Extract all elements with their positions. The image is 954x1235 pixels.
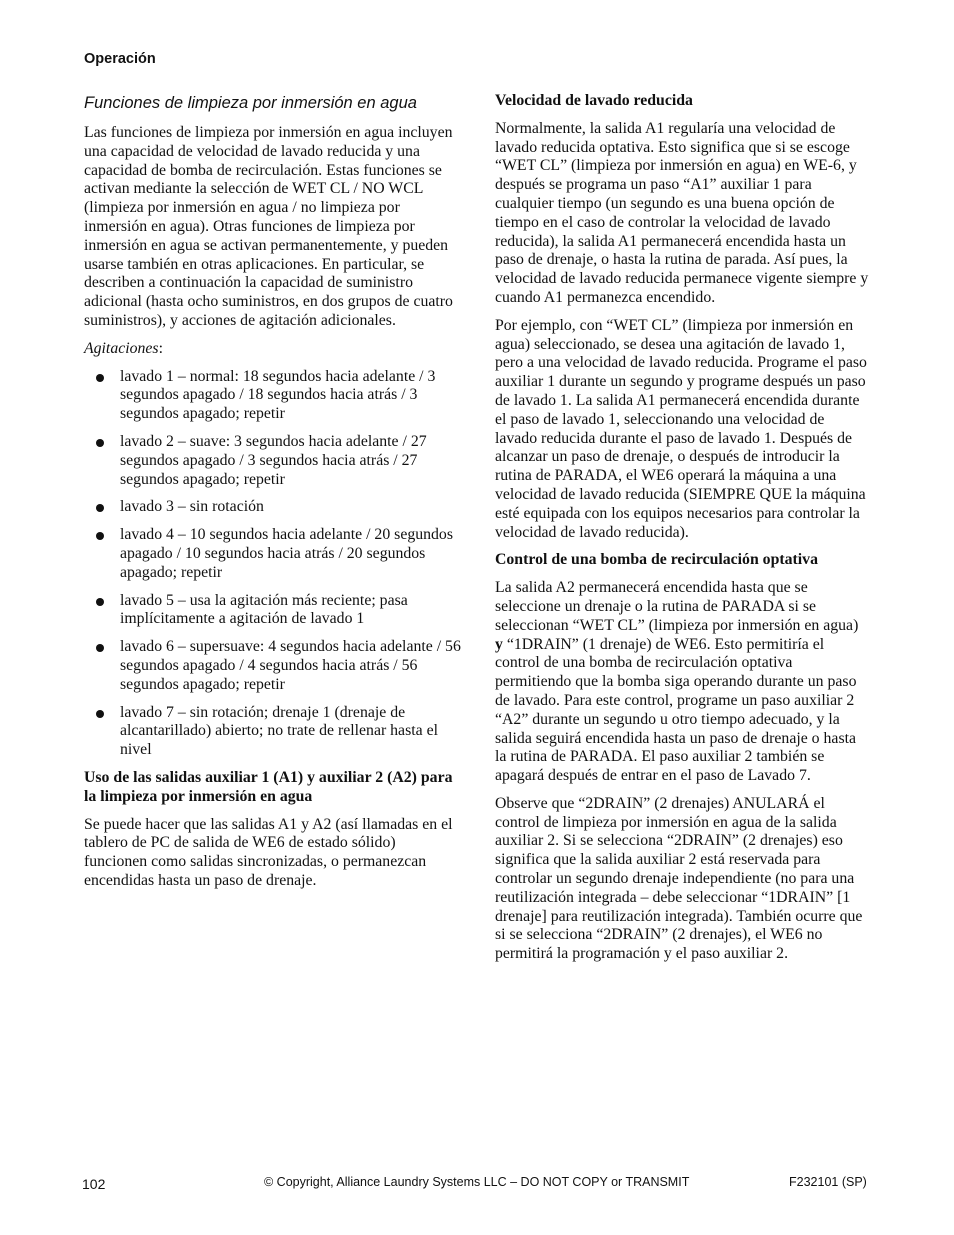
list-item-text: lavado 7 – sin rotación; drenaje 1 (drenaje de alcantarillado) abierto; no trate de rellenar hasta el nivel — [120, 703, 438, 759]
recirculation-pump-heading: Control de una bomba de recirculación optativa — [495, 551, 818, 569]
list-item — [84, 704, 462, 760]
list-item — [84, 433, 462, 489]
intro-paragraph: Las funciones de limpieza por inmersión en agua incluyen una capacidad de velocidad de lavado reducida y una capacidad de bomba de recirculación. Estas funciones se activan mediante la selección de WET CL / NO WCL (limpieza por inmersión en agua / no limpieza por inmersión en agua). Otras funciones de limpieza por inmersión en agua se activan permanentemente, y pueden usarse también en otras aplicaciones. En particular, se describen a continuación la capacidad de suministro adicional (hasta ocho suministros, en dos grupos de cuatro suministros), y acciones de agitación adicionales. — [84, 124, 453, 329]
list-item — [84, 498, 462, 517]
reduced-speed-paragraph-2: Por ejemplo, con “WET CL” (limpieza por inmersión en agua) seleccionado, se desea una agitación de lavado 1, pero a una velocidad de lavado reducida. Programe el paso auxiliar 1 durante un segundo y programe después un paso de lavado 1. La salida A1 permanecerá encendida durante el paso de lavado 1, seleccionando una velocidad de lavado reducida durante el paso de lavado 1. Después de alcanzar un paso de drenaje, o después de introducir la rutina de PARADA, el WE6 operará la máquina a una velocidad de lavado reducida (SIEMPRE QUE la máquina esté equipada con los equipos necesarios para controlar la velocidad de lavado reducida). — [495, 316, 867, 541]
agitaciones-label-line — [84, 340, 462, 359]
recirculation-pump-paragraph — [495, 579, 870, 786]
bullet-icon — [96, 644, 104, 652]
bullet-icon — [96, 710, 104, 718]
aux-outputs-paragraph: Se puede hacer que las salidas A1 y A2 (así llamadas en el tablero de PC de salida de WE6 de estado sólido) funcionen como salidas sincronizadas, o permanezcan encendidas hasta un paso de drenaje. — [84, 815, 453, 889]
left-column — [84, 92, 462, 900]
list-item-text: lavado 6 – supersuave: 4 segundos hacia adelante / 56 segundos apagado / 4 segundos hacia atrás / 56 segundos apagado; repetir — [120, 638, 461, 693]
list-item-text: lavado 5 – usa la agitación más reciente; pasa implícitamente a agitación de lavado 1 — [120, 591, 408, 628]
section-title: Funciones de limpieza por inmersión en agua — [84, 94, 417, 112]
list-item-text: lavado 1 – normal: 18 segundos hacia adelante / 3 segundos apagado / 18 segundos hacia atrás / 3 segundos apagado; repetir — [120, 367, 436, 423]
bullet-icon — [96, 598, 104, 606]
copyright-notice: © Copyright, Alliance Laundry Systems LLC – DO NOT COPY or TRANSMIT — [264, 1175, 690, 1189]
reduced-speed-heading: Velocidad de lavado reducida — [495, 92, 693, 109]
bullet-icon — [96, 374, 104, 382]
list-item — [84, 592, 462, 630]
two-drain-paragraph: Observe que “2DRAIN” (2 drenajes) ANULARÁ el control de limpieza por inmersión en agua de la salida auxiliar 2. Si se selecciona “2DRAIN” (2 drenajes) eso significa que la salida auxiliar 2 está reservada para controlar un segundo drenaje independiente (no para una reutilización integrada – debe seleccionar “1DRAIN” [1 drenaje] para reutilización integrada). También ocurre que si se selecciona “2DRAIN” (2 drenajes), el WE6 no permitirá la programación y el paso auxiliar 2. — [495, 794, 863, 963]
list-item-text: lavado 3 – sin rotación — [120, 498, 264, 516]
agitation-list — [84, 368, 462, 760]
agitaciones-colon: : — [158, 339, 163, 357]
bullet-icon — [96, 532, 104, 540]
recirculation-text-bold: y — [495, 635, 503, 653]
list-item — [84, 368, 462, 424]
list-item-text: lavado 4 – 10 segundos hacia adelante / 20 segundos apagado / 10 segundos hacia atrás / 20 segundos apagado; repetir — [120, 526, 453, 581]
bullet-icon — [96, 439, 104, 447]
aux-outputs-heading: Uso de las salidas auxiliar 1 (A1) y auxiliar 2 (A2) para la limpieza por inmersión en agua — [84, 768, 453, 805]
list-item-text: lavado 2 – suave: 3 segundos hacia adelante / 27 segundos apagado / 3 segundos hacia atrás / 27 segundos apagado; repetir — [120, 432, 427, 488]
list-item — [84, 638, 462, 694]
section-header: Operación — [84, 51, 156, 67]
right-column — [495, 92, 870, 973]
agitaciones-label: Agitaciones — [84, 339, 159, 357]
bullet-icon — [96, 504, 104, 512]
page-number: 102 — [82, 1176, 106, 1192]
recirculation-text-a: La salida A2 permanecerá encendida hasta que se seleccione un drenaje o la rutina de PARADA si se seleccionan “WET CL” (limpieza por inmersión en agua) — [495, 579, 859, 634]
list-item — [84, 526, 462, 582]
reduced-speed-paragraph-1: Normalmente, la salida A1 regularía una velocidad de lavado reducida optativa. Esto significa que si se escoge “WET CL” (limpieza por inmersión en agua) en WE-6, y después se programa un paso “A1” auxiliar 1 para cualquier tiempo (un segundo es una buena opción de tiempo en el caso de controlar la velocidad de lavado reducida), la salida A1 permanecerá encendida hasta un paso de drenaje, o hasta la rutina de parada. Así pues, la velocidad de lavado reducida permanece vigente siempre y cuando A1 permanezca encendido. — [495, 119, 869, 306]
document-id: F232101 (SP) — [789, 1175, 867, 1189]
recirculation-text-b: “1DRAIN” (1 drenaje) de WE6. Esto permitiría el control de una bomba de recirculación optativa permitiendo que la bomba siga operando durante un paso de lavado. Para este control, programe un paso auxiliar 2 “A2” durante un segundo u otro tiempo adecuado, y la salida seguirá encendida hasta un paso de drenaje o hasta la rutina de PARADA. El paso auxiliar 2 también se apagará después de entrar en el paso de Lavado 7. — [495, 635, 857, 785]
